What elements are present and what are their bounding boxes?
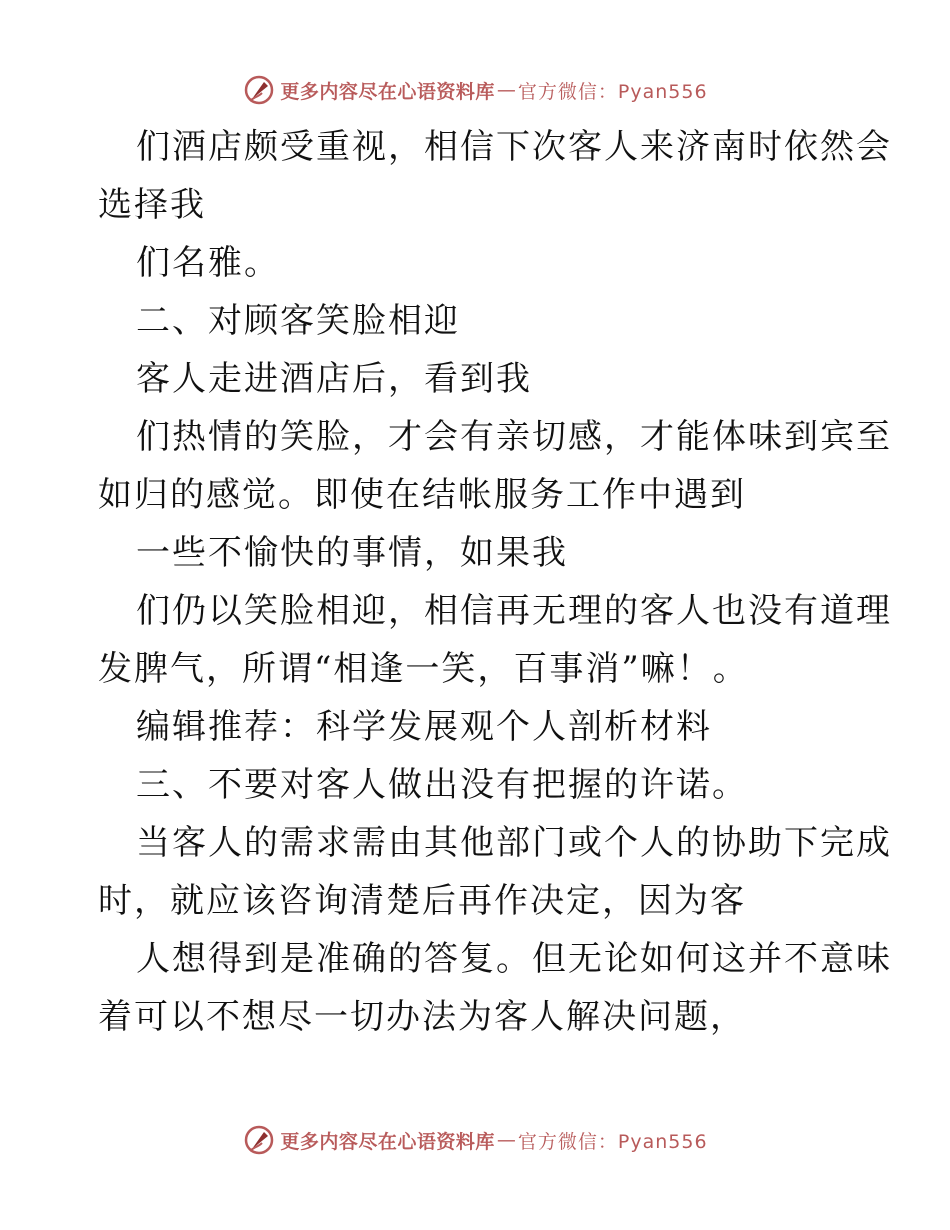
body-line: 们仍以笑脸相迎，相信再无理的客人也没有道理 bbox=[136, 591, 892, 631]
banner-separator: — bbox=[496, 79, 516, 101]
pen-nib-logo-icon bbox=[242, 1123, 276, 1157]
banner-brand-text: 更多内容尽在心语资料库 bbox=[280, 80, 495, 103]
banner-wechat-text: 官方微信：Pyan556 bbox=[517, 1130, 708, 1153]
body-line: 当客人的需求需由其他部门或个人的协助下完成 bbox=[136, 823, 892, 863]
header-banner bbox=[0, 70, 950, 110]
body-line: 选择我 bbox=[98, 185, 206, 225]
body-line: 们热情的笑脸，才会有亲切感，才能体味到宾至 bbox=[136, 417, 892, 457]
banner-brand-text: 更多内容尽在心语资料库 bbox=[280, 1130, 495, 1153]
body-line: 们名雅。 bbox=[136, 243, 280, 283]
document-body bbox=[98, 118, 892, 1046]
section-heading: 二、对顾客笑脸相迎 bbox=[136, 301, 460, 341]
pen-nib-logo-icon bbox=[242, 73, 276, 107]
body-line: 人想得到是准确的答复。但无论如何这并不意味 bbox=[136, 939, 892, 979]
body-line: 着可以不想尽一切办法为客人解决问题， bbox=[98, 997, 746, 1037]
body-line: 时，就应该咨询清楚后再作决定，因为客 bbox=[98, 881, 746, 921]
banner-wechat-text: 官方微信：Pyan556 bbox=[517, 80, 708, 103]
body-line: 一些不愉快的事情，如果我 bbox=[136, 533, 568, 573]
editor-recommendation: 编辑推荐：科学发展观个人剖析材料 bbox=[136, 707, 712, 747]
body-line: 客人走进酒店后，看到我 bbox=[136, 359, 532, 399]
section-heading: 三、不要对客人做出没有把握的许诺。 bbox=[136, 765, 748, 805]
footer-banner bbox=[0, 1120, 950, 1160]
body-line: 们酒店颇受重视，相信下次客人来济南时依然会 bbox=[136, 127, 892, 167]
body-line: 发脾气，所谓“相逢一笑，百事消”嘛！。 bbox=[98, 649, 749, 689]
body-line: 如归的感觉。即使在结帐服务工作中遇到 bbox=[98, 475, 746, 515]
banner-separator: — bbox=[496, 1129, 516, 1151]
